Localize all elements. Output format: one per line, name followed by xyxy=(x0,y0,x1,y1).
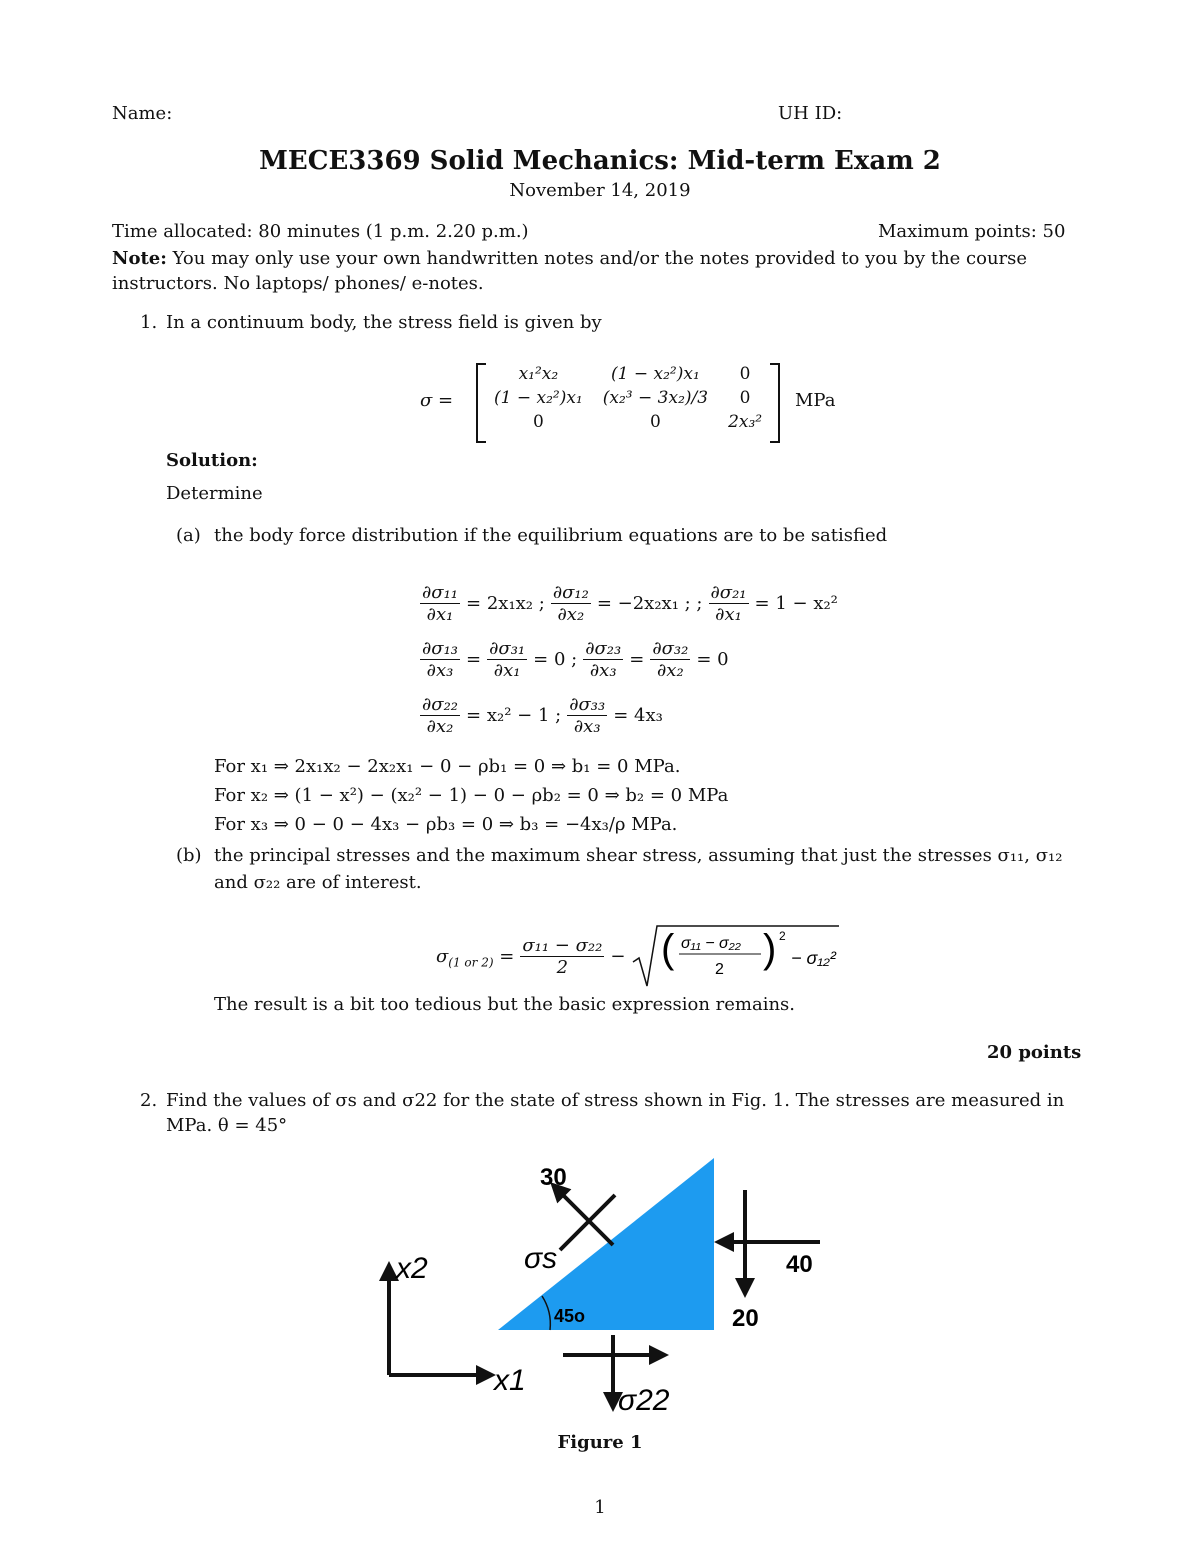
name-label: Name: xyxy=(112,103,173,124)
note-label: Note: xyxy=(112,248,167,269)
uh-id-label: UH ID: xyxy=(778,103,843,124)
svg-text:2: 2 xyxy=(779,929,787,943)
sigma-s-label: σs xyxy=(524,1242,558,1275)
stress-40-label: 40 xyxy=(786,1251,813,1278)
note-line xyxy=(112,248,1027,270)
x2-axis-label: x2 xyxy=(396,1252,428,1285)
exam-title: MECE3369 Solid Mechanics: Mid-term Exam 2 xyxy=(259,146,941,176)
part-a-text: the body force distribution if the equilibrium equations are to be satisfied xyxy=(214,525,888,546)
svg-text:(: ( xyxy=(661,927,675,971)
shear-30-line xyxy=(560,1195,615,1250)
q2-number: 2. xyxy=(140,1090,158,1111)
svg-text:σ₁₁ − σ₂₂: σ₁₁ − σ₂₂ xyxy=(681,935,742,952)
body-force-x3: For x₃ ⇒ 0 − 0 − 4x₃ − ρb₃ = 0 ⇒ b₃ = −4x₃/ρ MPa. xyxy=(214,814,678,835)
svg-text:): ) xyxy=(763,927,777,971)
part-b-text-cont: and σ₂₂ are of interest. xyxy=(214,872,422,893)
figure-caption: Figure 1 xyxy=(557,1432,643,1453)
page-number: 1 xyxy=(594,1497,606,1518)
derivative-row-2: $\frac{\text{∂σ₁₃}}{\text{∂x₃}}$ = $\frac{\text{∂σ₃₁}}{\text{∂x₁}}$ = 0 ; $\frac{\text{∂σ₂₃}}{\text{∂x₃}}$ = $\frac{\text{∂σ₃₂}}{\text{∂x₂}}$ = 0 xyxy=(422,638,729,681)
stress-figure xyxy=(370,1150,830,1420)
maximum-points: Maximum points: 50 xyxy=(878,221,1066,242)
sigma-22-label: σ22 xyxy=(618,1384,670,1417)
stress-20-label: 20 xyxy=(732,1305,759,1332)
matrix-unit: MPa xyxy=(795,390,836,411)
principal-stress-formula: $\sigma_{(1 or 2)}$ = $\frac{\text{σ₁₁ − σ₂₂}}{2}$ − ( σ₁₁ − σ₂₂ 2 ) 2 − σ₁₂² xyxy=(436,922,841,990)
result-note: The result is a bit too tedious but the basic expression remains. xyxy=(214,994,796,1015)
part-a-label: (a) xyxy=(176,525,201,546)
svg-text:2: 2 xyxy=(715,961,725,978)
q2-stem: Find the values of σs and σ22 for the state of stress shown in Fig. 1. The stresses are measured in xyxy=(166,1090,1065,1111)
angle-label: 45o xyxy=(554,1306,586,1326)
part-b-label: (b) xyxy=(176,845,202,866)
determine-text: Determine xyxy=(166,483,263,504)
q1-number: 1. xyxy=(140,312,158,333)
note-text-cont: instructors. No laptops/ phones/ e-notes. xyxy=(112,273,484,294)
stress-30-label: 30 xyxy=(540,1164,567,1191)
time-allocated: Time allocated: 80 minutes (1 p.m. 2.20 p.m.) xyxy=(112,221,529,242)
q1-stem: In a continuum body, the stress field is given by xyxy=(166,312,602,333)
q1-points: 20 points xyxy=(987,1042,1082,1063)
derivative-row-1: $\frac{\text{∂σ₁₁}}{\text{∂x₁}}$ = 2x₁x₂ ; $\frac{\text{∂σ₁₂}}{\text{∂x₂}}$ = −2x₂x₁ ; ; $\frac{\text{∂σ₂₁}}{\text{∂x₁}}$ = 1 − x₂² xyxy=(422,582,838,625)
sigma-symbol: σ = xyxy=(420,390,454,411)
exam-date: November 14, 2019 xyxy=(509,180,691,201)
solution-label: Solution: xyxy=(166,450,258,471)
shear-30-arrow xyxy=(553,1185,613,1245)
note-text: You may only use your own handwritten notes and/or the notes provided to you by the course xyxy=(172,248,1028,269)
square-root xyxy=(631,922,841,990)
q2-stem-cont: MPa. θ = 45° xyxy=(166,1115,288,1136)
part-b-text: the principal stresses and the maximum shear stress, assuming that just the stresses σ₁₁, σ₁₂ xyxy=(214,845,1063,866)
matrix-right-bracket xyxy=(770,363,780,443)
stress-matrix: x₁²x₂ (1 − x₂²)x₁ 0 (1 − x₂²)x₁ (x₂³ − 3x₂)/3 0 0 0 2x₃² xyxy=(494,364,763,432)
x1-axis-label: x1 xyxy=(494,1364,526,1397)
body-force-x2: For x₂ ⇒ (1 − x²) − (x₂² − 1) − 0 − ρb₂ = 0 ⇒ b₂ = 0 MPa xyxy=(214,785,729,806)
svg-text:− σ₁₂²: − σ₁₂² xyxy=(791,948,837,968)
body-force-x1: For x₁ ⇒ 2x₁x₂ − 2x₂x₁ − 0 − ρb₁ = 0 ⇒ b₁ = 0 MPa. xyxy=(214,756,681,777)
derivative-row-3: $\frac{\text{∂σ₂₂}}{\text{∂x₂}}$ = x₂² − 1 ; $\frac{\text{∂σ₃₃}}{\text{∂x₃}}$ = 4x₃ xyxy=(422,694,663,737)
